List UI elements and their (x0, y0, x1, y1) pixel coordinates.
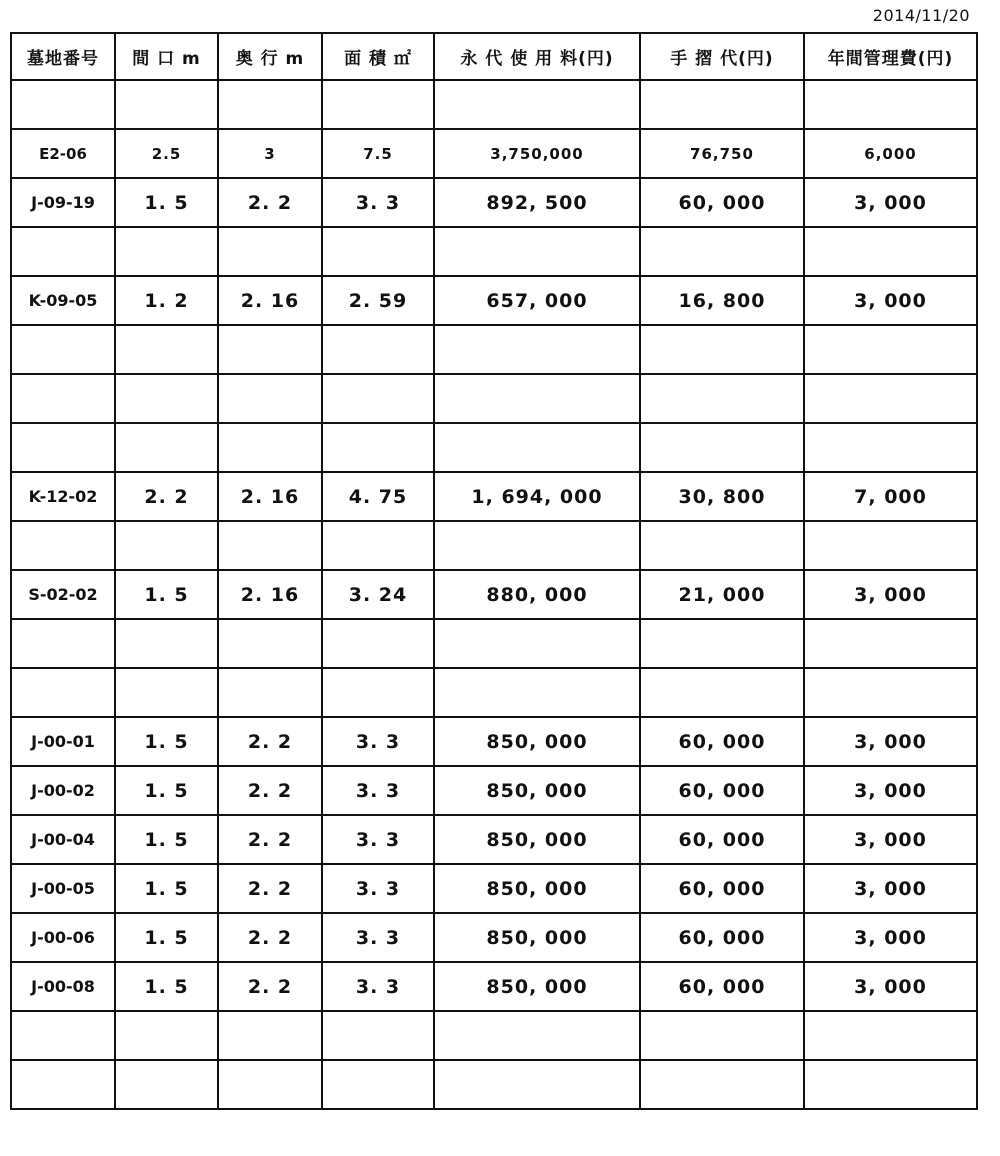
cell-frontage: 1. 5 (115, 178, 218, 227)
table-row (11, 227, 977, 276)
cell-plot-number: J-00-08 (11, 962, 115, 1011)
cell-depth (218, 619, 322, 668)
cell-depth (218, 668, 322, 717)
cell-frontage: 1. 5 (115, 717, 218, 766)
cell-handrail-fee (640, 227, 804, 276)
cell-depth: 2. 2 (218, 178, 322, 227)
cell-area: 3. 3 (322, 717, 434, 766)
cell-area (322, 227, 434, 276)
cell-plot-number: J-09-19 (11, 178, 115, 227)
cell-frontage (115, 423, 218, 472)
cell-frontage: 2.5 (115, 129, 218, 178)
table-row (11, 423, 977, 472)
cell-perpetual-fee (434, 619, 640, 668)
cell-annual-fee (804, 668, 977, 717)
cell-plot-number: K-09-05 (11, 276, 115, 325)
cell-depth: 2. 2 (218, 766, 322, 815)
cell-frontage (115, 227, 218, 276)
cell-annual-fee (804, 227, 977, 276)
cell-handrail-fee: 60, 000 (640, 766, 804, 815)
table-body (11, 80, 977, 1109)
cell-depth (218, 374, 322, 423)
cell-perpetual-fee (434, 80, 640, 129)
cell-perpetual-fee: 850, 000 (434, 717, 640, 766)
cell-depth (218, 1060, 322, 1109)
table-row (11, 374, 977, 423)
cell-frontage: 1. 5 (115, 766, 218, 815)
cell-area: 4. 75 (322, 472, 434, 521)
table-row (11, 913, 977, 962)
cell-handrail-fee (640, 1011, 804, 1060)
cell-plot-number (11, 374, 115, 423)
cell-area (322, 325, 434, 374)
header-frontage: 間 口 m (115, 33, 218, 80)
cell-perpetual-fee (434, 227, 640, 276)
cell-frontage (115, 1011, 218, 1060)
cell-handrail-fee: 60, 000 (640, 717, 804, 766)
cell-perpetual-fee: 850, 000 (434, 864, 640, 913)
cell-perpetual-fee: 850, 000 (434, 815, 640, 864)
table-row (11, 962, 977, 1011)
cell-area: 3. 24 (322, 570, 434, 619)
header-plot-number: 墓地番号 (11, 33, 115, 80)
table-row (11, 472, 977, 521)
cell-annual-fee: 3, 000 (804, 178, 977, 227)
cell-area (322, 521, 434, 570)
cell-handrail-fee: 60, 000 (640, 962, 804, 1011)
cell-annual-fee (804, 80, 977, 129)
table-row (11, 178, 977, 227)
cell-perpetual-fee: 657, 000 (434, 276, 640, 325)
cell-plot-number (11, 423, 115, 472)
cell-area (322, 619, 434, 668)
table-header-row (11, 33, 977, 80)
cell-annual-fee (804, 325, 977, 374)
cemetery-plot-table (10, 32, 978, 1110)
cell-frontage: 1. 5 (115, 962, 218, 1011)
cell-area: 3. 3 (322, 962, 434, 1011)
cell-perpetual-fee (434, 1060, 640, 1109)
table-row (11, 1011, 977, 1060)
cell-annual-fee: 3, 000 (804, 570, 977, 619)
cell-plot-number (11, 1060, 115, 1109)
cell-annual-fee: 3, 000 (804, 766, 977, 815)
cell-annual-fee (804, 1060, 977, 1109)
cell-plot-number (11, 325, 115, 374)
table-row (11, 129, 977, 178)
cell-area (322, 423, 434, 472)
cell-annual-fee (804, 423, 977, 472)
cell-area: 3. 3 (322, 815, 434, 864)
table-row (11, 325, 977, 374)
cell-frontage (115, 619, 218, 668)
cell-frontage: 1. 5 (115, 913, 218, 962)
cell-annual-fee (804, 374, 977, 423)
cell-depth (218, 325, 322, 374)
cell-perpetual-fee: 3,750,000 (434, 129, 640, 178)
header-area: 面 積 ㎡ (322, 33, 434, 80)
cell-perpetual-fee: 1, 694, 000 (434, 472, 640, 521)
cell-area: 3. 3 (322, 766, 434, 815)
cell-handrail-fee: 60, 000 (640, 913, 804, 962)
cell-handrail-fee (640, 374, 804, 423)
cell-area (322, 80, 434, 129)
cell-plot-number (11, 227, 115, 276)
cell-frontage: 1. 5 (115, 815, 218, 864)
cell-handrail-fee (640, 80, 804, 129)
cell-annual-fee: 3, 000 (804, 815, 977, 864)
cell-perpetual-fee: 850, 000 (434, 913, 640, 962)
header-annual-fee: 年間管理費(円) (804, 33, 977, 80)
cell-depth: 2. 2 (218, 913, 322, 962)
cell-area (322, 374, 434, 423)
cell-plot-number (11, 1011, 115, 1060)
cell-handrail-fee (640, 668, 804, 717)
cell-handrail-fee: 76,750 (640, 129, 804, 178)
cell-perpetual-fee: 880, 000 (434, 570, 640, 619)
table-row (11, 668, 977, 717)
cell-handrail-fee (640, 1060, 804, 1109)
cell-plot-number (11, 521, 115, 570)
cell-handrail-fee: 60, 000 (640, 178, 804, 227)
cell-plot-number: J-00-01 (11, 717, 115, 766)
cell-plot-number: J-00-02 (11, 766, 115, 815)
cell-handrail-fee: 60, 000 (640, 815, 804, 864)
cell-frontage: 1. 2 (115, 276, 218, 325)
cell-depth (218, 80, 322, 129)
cell-area: 3. 3 (322, 913, 434, 962)
cell-depth: 2. 16 (218, 570, 322, 619)
cell-plot-number: J-00-05 (11, 864, 115, 913)
header-perpetual-fee: 永 代 使 用 料(円) (434, 33, 640, 80)
cell-area: 3. 3 (322, 178, 434, 227)
table-row (11, 521, 977, 570)
table-row (11, 815, 977, 864)
cell-depth: 2. 2 (218, 864, 322, 913)
cell-depth: 2. 2 (218, 815, 322, 864)
cell-area (322, 668, 434, 717)
table-row (11, 80, 977, 129)
table-row (11, 766, 977, 815)
cell-plot-number: K-12-02 (11, 472, 115, 521)
table-row (11, 1060, 977, 1109)
cell-annual-fee (804, 619, 977, 668)
cell-handrail-fee (640, 325, 804, 374)
header-handrail-fee: 手 摺 代(円) (640, 33, 804, 80)
cell-area: 2. 59 (322, 276, 434, 325)
cell-perpetual-fee (434, 374, 640, 423)
cell-handrail-fee: 16, 800 (640, 276, 804, 325)
cell-annual-fee (804, 521, 977, 570)
cell-annual-fee: 3, 000 (804, 717, 977, 766)
document-date: 2014/11/20 (872, 6, 970, 25)
cell-depth: 2. 2 (218, 717, 322, 766)
cell-perpetual-fee (434, 1011, 640, 1060)
cell-frontage: 1. 5 (115, 864, 218, 913)
cell-frontage (115, 325, 218, 374)
cell-handrail-fee (640, 521, 804, 570)
cell-area (322, 1011, 434, 1060)
cell-annual-fee: 3, 000 (804, 913, 977, 962)
cell-frontage: 2. 2 (115, 472, 218, 521)
cell-frontage (115, 668, 218, 717)
cell-plot-number: J-00-06 (11, 913, 115, 962)
cell-handrail-fee: 30, 800 (640, 472, 804, 521)
table-row (11, 570, 977, 619)
cell-perpetual-fee (434, 668, 640, 717)
cell-annual-fee: 6,000 (804, 129, 977, 178)
cell-frontage: 1. 5 (115, 570, 218, 619)
cell-handrail-fee: 60, 000 (640, 864, 804, 913)
cell-handrail-fee: 21, 000 (640, 570, 804, 619)
cell-frontage (115, 374, 218, 423)
cell-annual-fee: 3, 000 (804, 962, 977, 1011)
cell-annual-fee: 7, 000 (804, 472, 977, 521)
cell-frontage (115, 80, 218, 129)
cell-plot-number: J-00-04 (11, 815, 115, 864)
cell-depth: 2. 16 (218, 472, 322, 521)
cell-handrail-fee (640, 619, 804, 668)
cell-perpetual-fee (434, 325, 640, 374)
cell-area: 3. 3 (322, 864, 434, 913)
cell-handrail-fee (640, 423, 804, 472)
cell-depth: 2. 16 (218, 276, 322, 325)
cell-plot-number (11, 619, 115, 668)
table-row (11, 717, 977, 766)
cell-plot-number: S-02-02 (11, 570, 115, 619)
cell-perpetual-fee (434, 423, 640, 472)
cell-plot-number (11, 80, 115, 129)
cell-annual-fee: 3, 000 (804, 864, 977, 913)
cell-depth (218, 521, 322, 570)
cell-area (322, 1060, 434, 1109)
cell-frontage (115, 1060, 218, 1109)
cell-perpetual-fee: 850, 000 (434, 962, 640, 1011)
cell-depth (218, 227, 322, 276)
cell-depth (218, 423, 322, 472)
table-row (11, 864, 977, 913)
cell-annual-fee (804, 1011, 977, 1060)
cell-perpetual-fee (434, 521, 640, 570)
header-depth: 奥 行 m (218, 33, 322, 80)
table-row (11, 619, 977, 668)
table-row (11, 276, 977, 325)
cell-depth: 2. 2 (218, 962, 322, 1011)
cell-frontage (115, 521, 218, 570)
cell-area: 7.5 (322, 129, 434, 178)
cell-perpetual-fee: 850, 000 (434, 766, 640, 815)
cell-annual-fee: 3, 000 (804, 276, 977, 325)
cell-plot-number (11, 668, 115, 717)
cell-perpetual-fee: 892, 500 (434, 178, 640, 227)
cell-depth (218, 1011, 322, 1060)
cell-plot-number: E2-06 (11, 129, 115, 178)
cell-depth: 3 (218, 129, 322, 178)
